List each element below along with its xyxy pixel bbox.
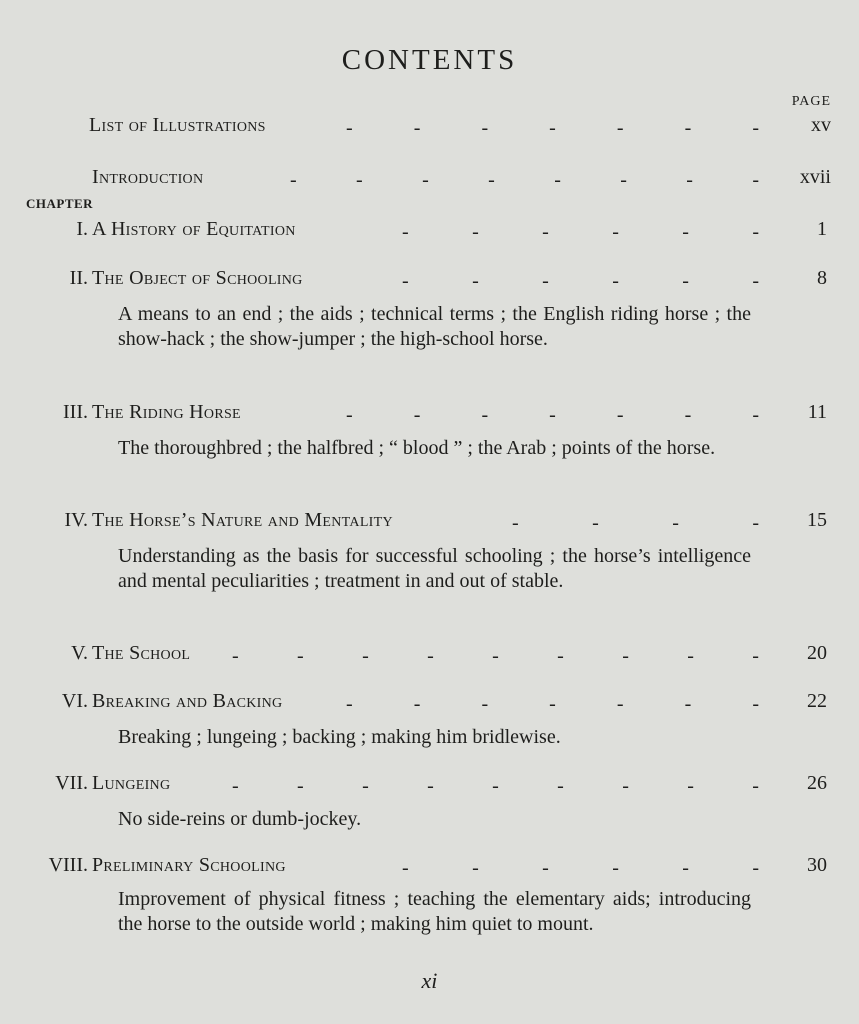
leader-dash: - — [554, 168, 561, 191]
chapter-description: Understanding as the basis for successful schooling ; the horse’s intelligence and mental peculiarities ; treatment in and out of stable. — [118, 545, 751, 592]
leader-dash: - — [232, 644, 239, 667]
leader-dash: - — [472, 856, 479, 879]
toc-entry-page: 26 — [807, 772, 827, 794]
dot-leader — [232, 772, 759, 800]
toc-entry-chapter-5[interactable] — [0, 642, 859, 670]
leader-dash: - — [672, 511, 679, 534]
chapter-number: II. — [69, 267, 88, 289]
leader-dash: - — [413, 116, 421, 139]
leader-dash: - — [297, 644, 304, 667]
toc-entry-introduction[interactable] — [0, 166, 859, 194]
leader-dash: - — [612, 220, 619, 243]
leader-dash: - — [492, 774, 499, 797]
leader-dash: - — [472, 220, 479, 243]
chapter-number: IV. — [64, 509, 88, 531]
leader-dash: - — [592, 511, 599, 534]
leader-dash: - — [752, 403, 759, 426]
leader-dash: - — [492, 644, 499, 667]
leader-dash: - — [362, 774, 369, 797]
chapter-number: III. — [63, 401, 88, 423]
leader-dash: - — [612, 269, 619, 292]
chapter-description: Breaking ; lungeing ; backing ; making him bridlewise. — [118, 726, 561, 748]
leader-dash: - — [488, 168, 495, 191]
chapter-column-heading: CHAPTER — [26, 196, 94, 211]
leader-dash: - — [549, 116, 556, 139]
leader-dash: - — [752, 220, 759, 243]
chapter-number: VII. — [55, 772, 88, 794]
dot-leader — [232, 642, 759, 670]
leader-dash: - — [557, 644, 564, 667]
chapter-description: No side-reins or dumb-jockey. — [118, 808, 362, 830]
dot-leader — [402, 267, 759, 295]
leader-dash: - — [356, 168, 363, 191]
toc-entry-chapter-6[interactable] — [0, 690, 859, 718]
leader-dash: - — [616, 692, 624, 715]
leader-dash: - — [752, 644, 759, 667]
leader-dash: - — [346, 692, 353, 715]
toc-entry-label: The School — [92, 642, 191, 664]
toc-entry-chapter-2[interactable] — [0, 267, 859, 295]
leader-dash: - — [752, 269, 759, 292]
toc-entry-label: Lungeing — [92, 772, 171, 794]
toc-entry-chapter-3[interactable] — [0, 401, 859, 429]
chapter-number: V. — [71, 642, 88, 664]
leader-dash: - — [346, 116, 353, 139]
leader-dash: - — [542, 856, 549, 879]
toc-entry-label: Breaking and Backing — [92, 690, 283, 712]
leader-dash: - — [402, 269, 409, 292]
dot-leader — [512, 509, 759, 537]
page-folio: xi — [421, 968, 438, 993]
toc-entry-page: xv — [811, 114, 831, 136]
leader-dash: - — [549, 403, 556, 426]
dot-leader — [346, 401, 759, 429]
chapter-number: VIII. — [48, 854, 88, 876]
leader-dash: - — [682, 220, 689, 243]
leader-dash: - — [346, 403, 353, 426]
leader-dash: - — [752, 856, 759, 879]
leader-dash: - — [413, 403, 421, 426]
leader-dash: - — [512, 511, 519, 534]
leader-dash: - — [620, 168, 627, 191]
toc-entry-chapter-7[interactable] — [0, 772, 859, 800]
leader-dash: - — [297, 774, 304, 797]
leader-dash: - — [542, 220, 549, 243]
leader-dash: - — [362, 644, 369, 667]
leader-dash: - — [752, 774, 759, 797]
leader-dash: - — [402, 856, 409, 879]
dot-leader — [402, 218, 759, 246]
leader-dash: - — [232, 774, 239, 797]
leader-dash: - — [616, 116, 624, 139]
toc-entry-chapter-4[interactable] — [0, 509, 859, 537]
chapter-description: A means to an end ; the aids ; technical terms ; the English riding horse ; the show-hack ; the show-jumper ; the high-school horse. — [118, 303, 751, 350]
leader-dash: - — [422, 168, 429, 191]
chapter-description: Improvement of physical fitness ; teaching the elementary aids; introducing the horse to the outside world ; making him quiet to mount. — [118, 888, 751, 935]
leader-dash: - — [686, 168, 693, 191]
toc-entry-page: xvii — [799, 166, 831, 188]
leader-dash: - — [612, 856, 619, 879]
toc-entry-illustrations[interactable] — [0, 114, 859, 142]
page-title: CONTENTS — [341, 44, 518, 76]
leader-dash: - — [481, 116, 489, 139]
toc-entry-page: 15 — [807, 509, 827, 531]
toc-entry-label: The Riding Horse — [92, 401, 241, 423]
leader-dash: - — [752, 511, 759, 534]
leader-dash: - — [622, 774, 629, 797]
leader-dash: - — [481, 403, 489, 426]
toc-entry-label: A History of Equitation — [92, 218, 296, 240]
leader-dash: - — [752, 168, 759, 191]
toc-entry-label: Preliminary Schooling — [92, 854, 286, 876]
toc-entry-page: 20 — [807, 642, 827, 664]
leader-dash: - — [402, 220, 409, 243]
toc-entry-chapter-8[interactable] — [0, 854, 859, 882]
leader-dash: - — [472, 269, 479, 292]
page-column-heading: PAGE — [791, 94, 831, 109]
leader-dash: - — [549, 692, 556, 715]
toc-entry-page: 8 — [817, 267, 827, 289]
leader-dash: - — [682, 856, 689, 879]
chapter-number: VI. — [61, 690, 88, 712]
leader-dash: - — [542, 269, 549, 292]
chapter-number: I. — [76, 218, 88, 240]
dot-leader — [346, 690, 759, 718]
toc-entry-page: 30 — [807, 854, 827, 876]
toc-entry-page: 22 — [807, 690, 827, 712]
leader-dash: - — [687, 644, 694, 667]
leader-dash: - — [616, 403, 624, 426]
toc-entry-label: Introduction — [92, 166, 204, 188]
toc-entry-label: The Object of Schooling — [92, 267, 303, 289]
toc-entry-chapter-1[interactable] — [0, 218, 859, 246]
leader-dash: - — [687, 774, 694, 797]
leader-dash: - — [752, 692, 759, 715]
dot-leader — [346, 114, 759, 142]
leader-dash: - — [622, 644, 629, 667]
chapter-description: The thoroughbred ; the halfbred ; “ blood ” ; the Arab ; points of the horse. — [118, 437, 716, 459]
toc-entry-page: 11 — [807, 401, 827, 423]
leader-dash: - — [684, 403, 692, 426]
leader-dash: - — [413, 692, 421, 715]
leader-dash: - — [684, 116, 692, 139]
leader-dash: - — [481, 692, 489, 715]
dot-leader — [402, 854, 759, 882]
leader-dash: - — [684, 692, 692, 715]
dot-leader — [290, 166, 759, 194]
leader-dash: - — [427, 774, 434, 797]
toc-entry-page: 1 — [817, 218, 827, 240]
leader-dash: - — [557, 774, 564, 797]
leader-dash: - — [427, 644, 434, 667]
leader-dash: - — [752, 116, 759, 139]
leader-dash: - — [682, 269, 689, 292]
toc-entry-label: The Horse’s Nature and Mentality — [92, 509, 393, 531]
toc-entry-label: List of Illustrations — [89, 114, 266, 136]
leader-dash: - — [290, 168, 297, 191]
